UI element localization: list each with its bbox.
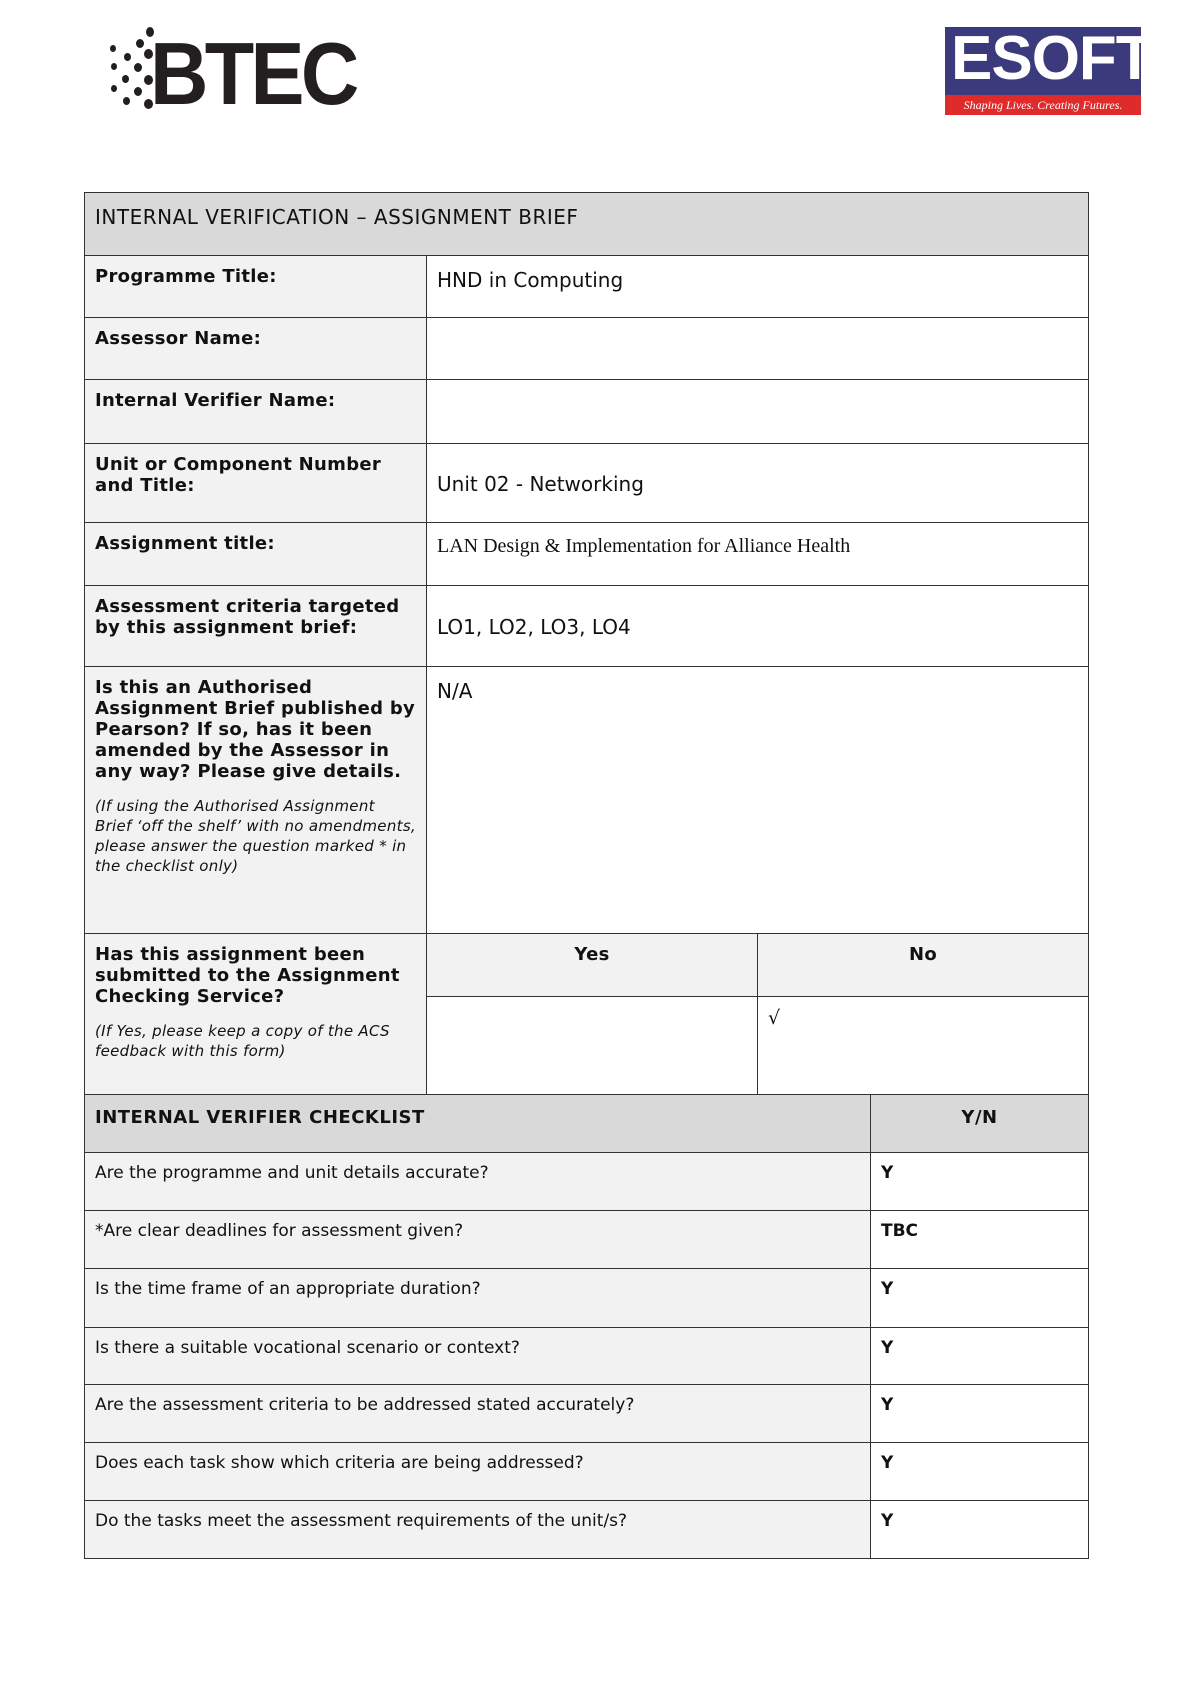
checklist-question: Does each task show which criteria are being addressed? bbox=[85, 1443, 871, 1501]
checklist-row bbox=[85, 1153, 1089, 1211]
field-label: Assessment criteria targeted by this assignment brief: bbox=[85, 586, 427, 667]
checklist-answer[interactable]: Y bbox=[871, 1501, 1089, 1559]
authorised-brief-value[interactable]: N/A bbox=[427, 667, 1089, 934]
field-label bbox=[85, 934, 427, 1095]
checklist-row bbox=[85, 1443, 1089, 1501]
no-cell[interactable]: √ bbox=[758, 997, 1089, 1095]
checklist-yn-header: Y/N bbox=[871, 1095, 1089, 1153]
checklist-answer[interactable]: TBC bbox=[871, 1211, 1089, 1269]
form-title: INTERNAL VERIFICATION – ASSIGNMENT BRIEF bbox=[85, 193, 1089, 256]
field-label: Unit or Component Number and Title: bbox=[85, 444, 427, 523]
field-label bbox=[85, 667, 427, 934]
no-header: No bbox=[758, 934, 1089, 997]
btec-logo: BTEC bbox=[108, 27, 358, 117]
checklist-question: Do the tasks meet the assessment requirements of the unit/s? bbox=[85, 1501, 871, 1559]
criteria-value[interactable]: LO1, LO2, LO3, LO4 bbox=[427, 586, 1089, 667]
checklist-answer[interactable]: Y bbox=[871, 1153, 1089, 1211]
checklist-answer[interactable]: Y bbox=[871, 1328, 1089, 1385]
checklist-row bbox=[85, 1385, 1089, 1443]
yes-cell[interactable] bbox=[427, 997, 758, 1095]
authorised-brief-note: (If using the Authorised Assignment Brief ‘off the shelf’ with no amendments, please answer the question marked * in the checklist only) bbox=[95, 797, 417, 875]
yes-header: Yes bbox=[427, 934, 758, 997]
acs-question: Has this assignment been submitted to the Assignment Checking Service? bbox=[95, 944, 400, 1007]
field-label: Internal Verifier Name: bbox=[85, 380, 427, 444]
field-label: Assignment title: bbox=[85, 523, 427, 586]
unit-value[interactable]: Unit 02 - Networking bbox=[427, 444, 1089, 523]
authorised-brief-question: Is this an Authorised Assignment Brief published by Pearson? If so, has it been amended by the Assessor in any way? Please give details. bbox=[95, 677, 416, 782]
checklist-answer[interactable]: Y bbox=[871, 1269, 1089, 1328]
checklist-row bbox=[85, 1211, 1089, 1269]
checklist-answer[interactable]: Y bbox=[871, 1385, 1089, 1443]
assessor-name-value[interactable] bbox=[427, 318, 1089, 380]
esoft-logo: ESOFT Shaping Lives. Creating Futures. bbox=[945, 27, 1141, 115]
checklist-answer[interactable]: Y bbox=[871, 1443, 1089, 1501]
acs-note: (If Yes, please keep a copy of the ACS feedback with this form) bbox=[95, 1022, 390, 1060]
checklist-question: Is there a suitable vocational scenario or context? bbox=[85, 1328, 871, 1385]
checklist-question: Is the time frame of an appropriate duration? bbox=[85, 1269, 871, 1328]
checklist-question: Are the programme and unit details accurate? bbox=[85, 1153, 871, 1211]
checklist-question: Are the assessment criteria to be addressed stated accurately? bbox=[85, 1385, 871, 1443]
field-label: Programme Title: bbox=[85, 256, 427, 318]
checklist-question: *Are clear deadlines for assessment given? bbox=[85, 1211, 871, 1269]
checklist-row bbox=[85, 1501, 1089, 1559]
checklist-title: INTERNAL VERIFIER CHECKLIST bbox=[85, 1095, 871, 1153]
field-label: Assessor Name: bbox=[85, 318, 427, 380]
checklist-row bbox=[85, 1269, 1089, 1328]
internal-verifier-name-value[interactable] bbox=[427, 380, 1089, 444]
checklist-row bbox=[85, 1328, 1089, 1385]
assignment-title-value[interactable]: LAN Design & Implementation for Alliance Health bbox=[427, 523, 1089, 586]
programme-title-value[interactable]: HND in Computing bbox=[427, 256, 1089, 318]
verification-form bbox=[84, 192, 1089, 1559]
